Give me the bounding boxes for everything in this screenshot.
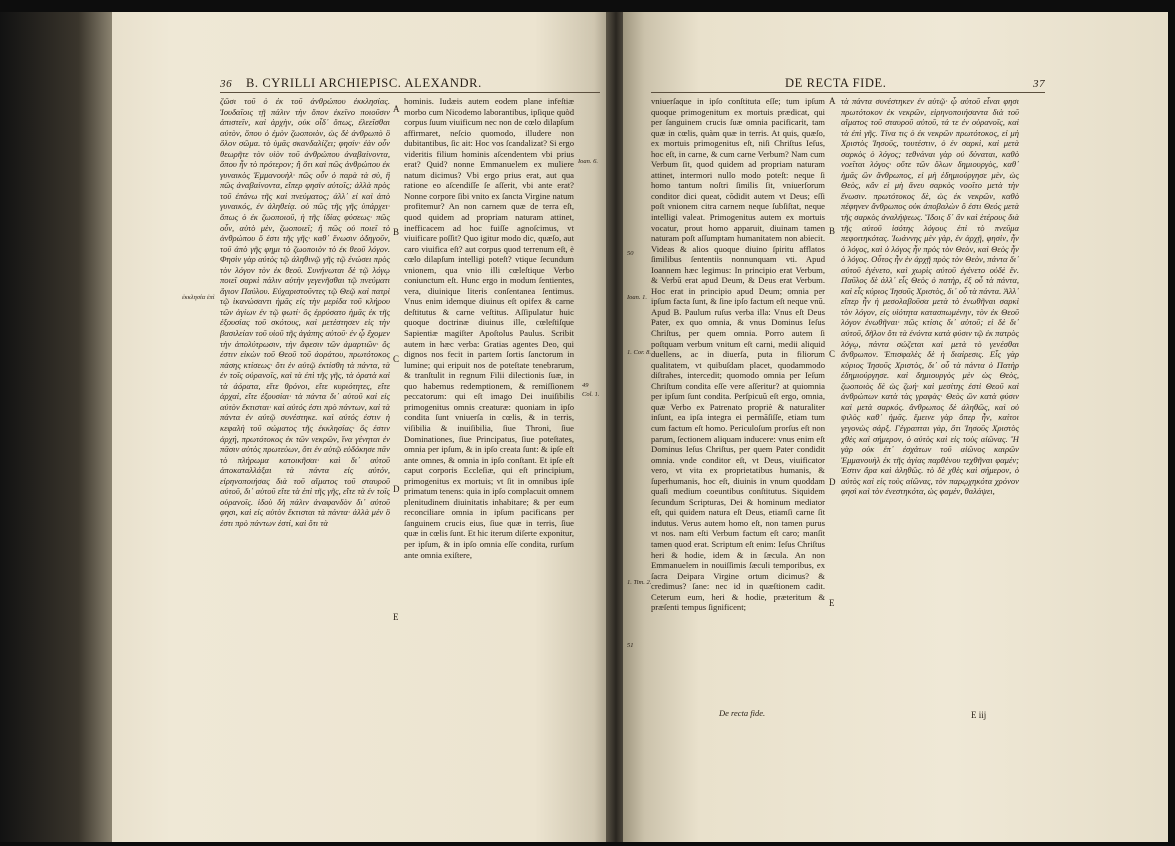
left-margin-note: ἐκκλησία ἐπὶ (182, 294, 215, 301)
catchword: De recta fide. (719, 708, 766, 718)
right-ref-cor: 1. Cor. 8. (627, 349, 652, 356)
right-page-number-wrap (1033, 76, 1055, 91)
right-margin-letter-d: D (829, 477, 836, 487)
left-head-title: B. CYRILLI ARCHIEPISC. ALEXANDR. (245, 76, 482, 90)
left-running-head (220, 76, 482, 91)
left-page-number: 36 (220, 78, 233, 90)
right-head-rule (651, 92, 1045, 93)
left-head-rule (220, 92, 600, 93)
left-margin-letter-a: A (393, 104, 400, 114)
right-greek-column (841, 96, 1019, 710)
right-page-number: 37 (1033, 78, 1046, 90)
right-page (623, 12, 1168, 842)
left-greek-text: ζῶσι τοῦ ὁ ἐκ τοῦ ἀνθρώπου ἐκκλησίας. Ἰουδαῖοις τῇ πάλιν τὴν ὅπον ἐκεῖνο ποιοῦσιν ἀπιστεῖν, καὶ ἀρχὴν, οὐκ οἶδ᾽ ὅπως, ἐλεεῖσθαι αὐτὸν, ὅπου ὁ ἐμὸν ζωοποιὸν, ὡς δὲ ἀνθρωπὸ ὃ ὅλον σῶμα. τὸ ὑμᾶς σκανδαλίζει; φησίν· ἐὰν οὖν θεωρῆτε τὸν υἱὸν τοῦ ἀνθρώπου ἀναβαίνοντα, ὅπου ἦν τὸ πρότερον; ἢ ὅτι καὶ πῶς ἀνθρώπου ἐκ γυναικὸς Ἐμμανουὴλ· πῶς οὖν ὁ παρὰ τὰ σὺ, ἢ πῶς ἀναβαίνοντα, εἴπερ φησὶν αὐτοῖς; ἀλλὰ πρὸς τοῦ ἐπάνω τῆς καὶ πνεύματος; ἀλλ᾽ εἰ καὶ ἀπὸ γυναικός, ἐν ἀληθείᾳ. οὐ πῶς τῆς γῆς ὑπάρχει· ὅπως ὁ ἐκ ζωοποιοῦ, ἡ τῆς ἰδίας φύσεως· πῶς οὖν, αὐτὸ μὲν, ζωοποιεῖ; ἢ πῶς οὐ ποιεῖ τὸ ἀνθρώπου ὅ ἐστι τῆς γῆς· καθ᾽ ἕνωσιν ὁδηγοῦν, τοῦ ἀπὸ γῆς φημι τὸ ζωοποιὸν τὸ ἐκ θεοῦ λόγον. Φησὶν γὰρ αὐτὸς τῷ ἀληθινῷ γῆς τῷ ἐνώσει πρὸς τὸν λόγον τὸν ἐκ θεοῦ. Συνήνωται δὲ τῷ λόγῳ ποιεῖ σαρκὶ πάλιν αὐτὴν γεγενῆσθαι τῷ πνεύματι ἅγιον Παύλου. Εὐχαριστοῦντες τῷ Θεῷ καὶ πατρὶ τῷ ἱκανώσαντι ἡμᾶς εἰς τὴν μερίδα τοῦ κλήρου τῶν ἁγίων ἐν τῷ φωτί· ὃς ἐρρύσατο ἡμᾶς ἐκ τῆς ἐξουσίας τοῦ σκότους, καὶ μετέστησεν εἰς τὴν βασιλείαν τοῦ υἱοῦ τῆς ἀγάπης αὐτοῦ· ἐν ᾧ ἔχομεν τὴν ἀπολύτρωσιν, τὴν ἄφεσιν τῶν ἁμαρτιῶν· ὅς ἐστιν εἰκὼν τοῦ Θεοῦ τοῦ ἀοράτου, πρωτότοκος πάσης κτίσεως· ὅτι ἐν αὐτῷ ἐκτίσθη τὰ πάντα, τὰ ἐν τοῖς οὐρανοῖς, καὶ τὰ ἐπὶ τῆς γῆς, τὰ ὁρατὰ καὶ τὰ ἀόρατα, εἴτε θρόνοι, εἴτε κυριότητες, εἴτε ἀρχαί, εἴτε ἐξουσίαι· τὰ πάντα δι᾽ αὐτοῦ καὶ εἰς αὐτὸν ἔκτισται· καὶ αὐτός ἐστι πρὸ πάντων, καὶ τὰ πάντα ἐν αὐτῷ συνέστηκε. καὶ αὐτός ἐστιν ἡ κεφαλὴ τοῦ σώματος τῆς ἐκκλησίας· ὅς ἐστιν ἀρχή, πρωτότοκος ἐκ τῶν νεκρῶν, ἵνα γένηται ἐν πᾶσιν αὐτὸς πρωτεύων, ὅτι ἐν αὐτῷ εὐδόκησε πᾶν τὸ πλήρωμα κατοικῆσαι· καὶ δι᾽ αὐτοῦ ἀποκαταλλάξαι τὰ πάντα εἰς αὐτόν, εἰρηνοποιήσας διὰ τοῦ αἵματος τοῦ σταυροῦ αὐτοῦ, δι᾽ αὐτοῦ εἴτε τὰ ἐπὶ τῆς γῆς, εἴτε τὰ ἐν τοῖς οὐρανοῖς. ἰδοὺ δὴ πάλιν ἀναφανδὸν δι᾽ αὐτοῦ φησι, καὶ εἰς αὐτὸν ἔκτισται τὰ πάντα· ἀλλὰ μέν ὃ ἐστι πρὸ πάντων ἐστί, καὶ ὅτι τὰ (220, 96, 390, 528)
right-ref-ioan: Ioan. 1. (627, 294, 648, 301)
left-page (112, 12, 609, 842)
right-latin-text: vniuerſaque in ipſo conſtituta eſſe; tum ipſum quoque primogenitum ex mortuis prædicat, qui per ſanguinem crucis ſuæ omnia pacificarit, tam quæ in cœlis, quàm quæ in terris. At quis, quæſo, ex mortuis primogenitus eſt, niſi Chriſtus Ieſus, hoc eſt, in carne, & cum carne Verbum? Nam cum Verbum ſit, quod quidem ad propriam naturam attinet, intermori nullo modo poteſt: neque ſi homo tantum noſtri ſimilis ſit, vniuerſorum conditor dici queat, cõdidit autem vt Deus; eſſi poſt vnionem citra carnem neque ſubſiſtat, neque intelligi valeat. Primogenitus autem ex mortuis vocatur, prout homo apparuit, diuinam tamen naturam poſt aſſumptam humanitatem non abiecit. Videas & alios quoque diuino ſpiritu afflatos ſimilibus ſententiis nonnunquam vti. Apud Ioannem hæc legimus: In principio erat Verbum, & Verbū erat apud Deum, & Deus erat Verbum. Hoc erat in principio apud Deum; omnia per ipſum facta ſunt, & ſine ipſo factum eſt neque vnū. Apud B. Paulum ruſus verba illa: Vnus eſt Deus Pater, ex quo omnia, & vnus Dominus Ieſus Chriſtus, per quem omnia. Porro autem ſi poſtquam verbum vnitum eſt carni, medii aliquid duellens, ac in diuerſa, puta in filiorum qualitatem, vt quibuſdam placet, quodammodo diſtrahes, intercedit; quomodo omnia per Ieſum Chriſtum condita eſſe vere aſſeritur? at quiomnia per ipſum ſunt condita. Perſpicuũ eſt ergo, omnia, quæ Verbo ex Patrenato propriè & naturaliter inſunt, ea ipſa integra ei permāſiſſe, etiam tum cum factum eſt homo. Periculoſum prorſus eſt non parum, ſectionem aliquam inducere: vnus enim eſt Dominus Ieſus Chriſtus, per quem Pater condidit omnia. vnde conditor eſt, vt Deus, viuificator vero, vt vita ex proprietatibus humanis, & ſuperhumanis, hoc eſt, diuinis in vnum quoddam quaſi medium coeuntibus conſtitutus. Siquidem ſecundum Scripturas, Dei & hominum mediator eſt, qui quidem natura eſt Deus, etiamſi carne ſit indutus. Verus autem homo eſt, non tamen purus vt nos. nam eſti Verbum factum eſt caro; manſit tamen quod erat. Scriptum eſt enim: Ieſus Chriſtus heri & hodie, idem & in ſæcula. An non Emmanuelem in nouiſſimis ſæculi temporibus, ex ſacra Deipara Virgine ortum dicimus? & credimus? ſane: nec id in quæſtionem cadit. Ceterum eum, heri & hodie, præteritum & præſenti tempus ſignificent; (651, 96, 825, 613)
signature-mark: E iij (971, 710, 987, 720)
left-margin-letter-d: D (393, 484, 400, 494)
right-margin-number-50: 50 (627, 250, 634, 257)
left-margin-letter-b: B (393, 227, 400, 237)
right-latin-column (651, 96, 825, 694)
page-fold-left (0, 12, 112, 842)
right-margin-letter-c: C (829, 349, 836, 359)
left-ref-col: Col. 1. (582, 391, 600, 398)
left-latin-column (404, 96, 574, 708)
right-margin-letter-e: E (829, 598, 835, 608)
right-margin-number-51: 51 (627, 642, 634, 649)
right-running-head (785, 76, 887, 91)
right-ref-tim: 1. Tim. 2. (627, 579, 652, 586)
left-margin-letter-c: C (393, 354, 400, 364)
left-margin-number: 49 (582, 382, 589, 389)
left-greek-column (220, 96, 390, 708)
right-greek-text: τὰ πάντα συνέστηκεν ἐν αὐτῷ· ᾧ αὐτοῦ εἶναι φησι πρωτότοκον ἐκ νεκρῶν, εἰρηνοποιήσαντα διὰ τοῦ αἵματος τοῦ σταυροῦ αὐτοῦ, τά τε ἐν οὐρανοῖς, καὶ τὰ ἐπὶ γῆς. Τίνα τις ὁ ἐκ νεκρῶν πρωτότοκος, εἰ μὴ Χριστὸς Ἰησοῦς, τουτέστιν, ὁ ἐν σαρκὶ, καὶ μετὰ σαρκὸς ὁ λόγος; τεθνάναι γὰρ οὐ δύναται, καθὸ νοεῖται λόγος· οὔτε τῶν ὅλων δημιουργὸς, καθ᾽ ἡμᾶς ὢν ἄνθρωπος, εἰ μὴ ἐδημιούργησε μὲν, ὡς Θεὸς, κἂν εἰ μὴ ἄνευ σαρκὸς νοοῖτο μετὰ τὴν ἕνωσιν. πρωτότοκος δὲ, ὡς ἐκ νεκρῶν, καθὸ πέφηνεν ἄνθρωπος οὐκ ἀποβαλὼν ὃ ἐστι Θεός μετὰ τῆς σαρκὸς ἀναλήψεως. Ἴδοις δ᾽ ἂν καὶ ἑτέρους διὰ τῆς αὐτοῦ ἰσότης λόγους ἐπὶ τὸ πνεῦμα πεφοιτηκότας. Ἰωάννης μὲν γὰρ, ἐν ἀρχῇ, φησὶν, ἦν ὁ λόγος, καὶ ὁ λόγος ἦν πρὸς τὸν Θεὸν, καὶ Θεὸς ἦν ὁ λόγος. Οὗτος ἦν ἐν ἀρχῇ πρὸς τὸν Θεὸν, πάντα δι᾽ αὐτοῦ ἐγένετο, καὶ χωρὶς αὐτοῦ ἐγένετο οὐδὲ ἕν. Παῦλος δὲ ἀλλ᾽ εἷς Θεὸς ὁ πατὴρ, ἐξ οὗ τὰ πάντα, καὶ εἷς κύριος Ἰησοῦς Χριστὸς, δι᾽ οὗ τὰ πάντα. Ἀλλ᾽ εἴπερ ἦν ἡ μεσολαβοῦσα μετὰ τὸ ἑνωθῆναι σαρκὶ τὸν λόγον, εἰς υἱότητα κατασπωμένην, τὸν ἐκ Θεοῦ λόγον ἐνωθῆναι· πῶς κτίσις δι᾽ αὐτοῦ; εἰ δὲ δι᾽ αὐτοῦ, δῆλον ὅτι τὰ ἐνόντα κατὰ φύσιν τῷ ἐκ πατρὸς λόγῳ, πάντα σώζεται καὶ μετὰ τὸ γενέσθαι ἄνθρωπον. Ἐπισφαλὲς δὲ ἡ διαίρεσις. Εἷς γὰρ κύριος Ἰησοῦς Χριστὸς, δι᾽ οὗ τὰ πάντα ὁ Πατὴρ ἐδημιούργησε. καὶ δημιουργὸς μὲν ὡς Θεὸς, ζωοποιὸς δὲ ὡς ζωή· καὶ μεσίτης ἐστὶ Θεοῦ καὶ ἀνθρώπων κατὰ τὰς γραφὰς· Θεὸς ὢν κατὰ φύσιν καὶ μετὰ σαρκός. ἄνθρωπος δὲ ἀληθῶς, καὶ οὐ ψιλὸς καθ᾽ ἡμᾶς. ἔμεινε γὰρ ὅπερ ἦν, καίτοι γεγονὼς σάρξ. Γέγραπται γὰρ, ὅτι Ἰησοῦς Χριστὸς χθὲς καὶ σήμερον, ὁ αὐτὸς καὶ εἰς τοὺς αἰῶνας. Ἢ γὰρ οὐκ ἐπ᾽ ἐσχάτων τοῦ αἰῶνος καιρῶν Ἐμμανουὴλ ἐκ τῆς ἁγίας παρθένου τεχθῆναι φαμέν; Ἐστιν ἄρα καὶ ἀληθῶς. τὸ δὲ χθὲς καὶ σήμερον, ὁ αὐτὸς καὶ εἰς τοὺς αἰῶνας, τὸν παρῳχηκότα χρόνον φησὶ καὶ τὸν ἐνεστηκότα, ὡς φαμέν, θαλάψει, (841, 96, 1019, 497)
left-ref-ioan: Ioan. 6. (578, 158, 599, 165)
left-margin-letter-e: E (393, 612, 399, 622)
right-margin-letter-b: B (829, 226, 836, 236)
right-head-title: DE RECTA FIDE. (785, 76, 887, 90)
left-latin-text: hominis. Iudæis autem eodem plane infeſtiæ morbo cum Nicodemo laborantibus, ipſique quòd corpus ſuum viuificum nec non de cœlo dilapſum affirmaret, neſcio quomodo, illudere non dubitantibus, ſic ait: Hoc vos ſcandalizat? Si ergo videritis filium hominis aſcendentem vbi prius erat? Quid? nonne Emmanuelem ex muliere natum dicimus? Vbi ergo prius erat, aut qua ratione eo aſcendiſſe ſe aſſerit, vbi ante erat? Nonne corpore ſibi vnito ex ſancta Virgine natum profitemur? An non carnem quæ de terra eſt, quod quidem ad propriam naturam attinet, inefficacem ad hoc fuiſſe agnoſcimus, vt viuificare poſſit? Quo igitur modo dic, quæſo, aut caro viuifica eſt? aut corpus quod terrenum eſt, è cœlo dilapſum intelligi poteſt? vtique ſecundum vnionem, qua vnio illi cœleſtique Verbo coniunctum eſt. Hunc ergo in modum ſentientes, vera, diuinique literis conſentanea ſentimus. Vnus enim idemque diuinus eſt opifex & carne deſtitutus & carne veſtitus. Aſſipulatur huic quoque doctrinæ diuinus ille, cœleſtiſque Sapientiæ magiſter Apoſtolus Paulus. Scribit autem in hæc verba: Gratias agentes Deo, qui dignos nos fecit in partem ſortis ſanctorum in lumine; qui eripuit nos de poteſtate tenebrarum, & tranſtulit in regnum Filii dilectionis ſuæ, in quo habemus redemptionem, & remiſſionem peccatorum: qui eſt imago Dei inuiſibilis primogenitus omnis creaturæ: quoniam in ipſo condita ſunt vniuerſa in cœlis, & in terris, viſibilia & inuiſibilia, ſiue Throni, ſiue Dominationes, ſiue Principatus, ſiue poteſtates, omnia per ipſum, & in ipſo creata ſunt: & ipſe eſt ante omnes, & omnia in ipſo conſtant. Et ipſe eſt caput corporis Eccleſiæ, qui eſt principium, primogenitus ex mortuis; vt ſit in omnibus ipſe primatum tenens: quia in ipſo complacuit omnem plenitudinem diuinitatis inhabitare; & per eum reconciliare omnia in ipſum pacificans per ſanguinem crucis eius, ſiue quæ in terris, ſiue quæ in cœlis ſunt. Et hic iterum diſerte exponitur, per ipſum, & in ipſo omnia eſſe condita, rurſum ante omnia exiſtere, (404, 96, 574, 560)
right-margin-letter-a: A (829, 96, 836, 106)
